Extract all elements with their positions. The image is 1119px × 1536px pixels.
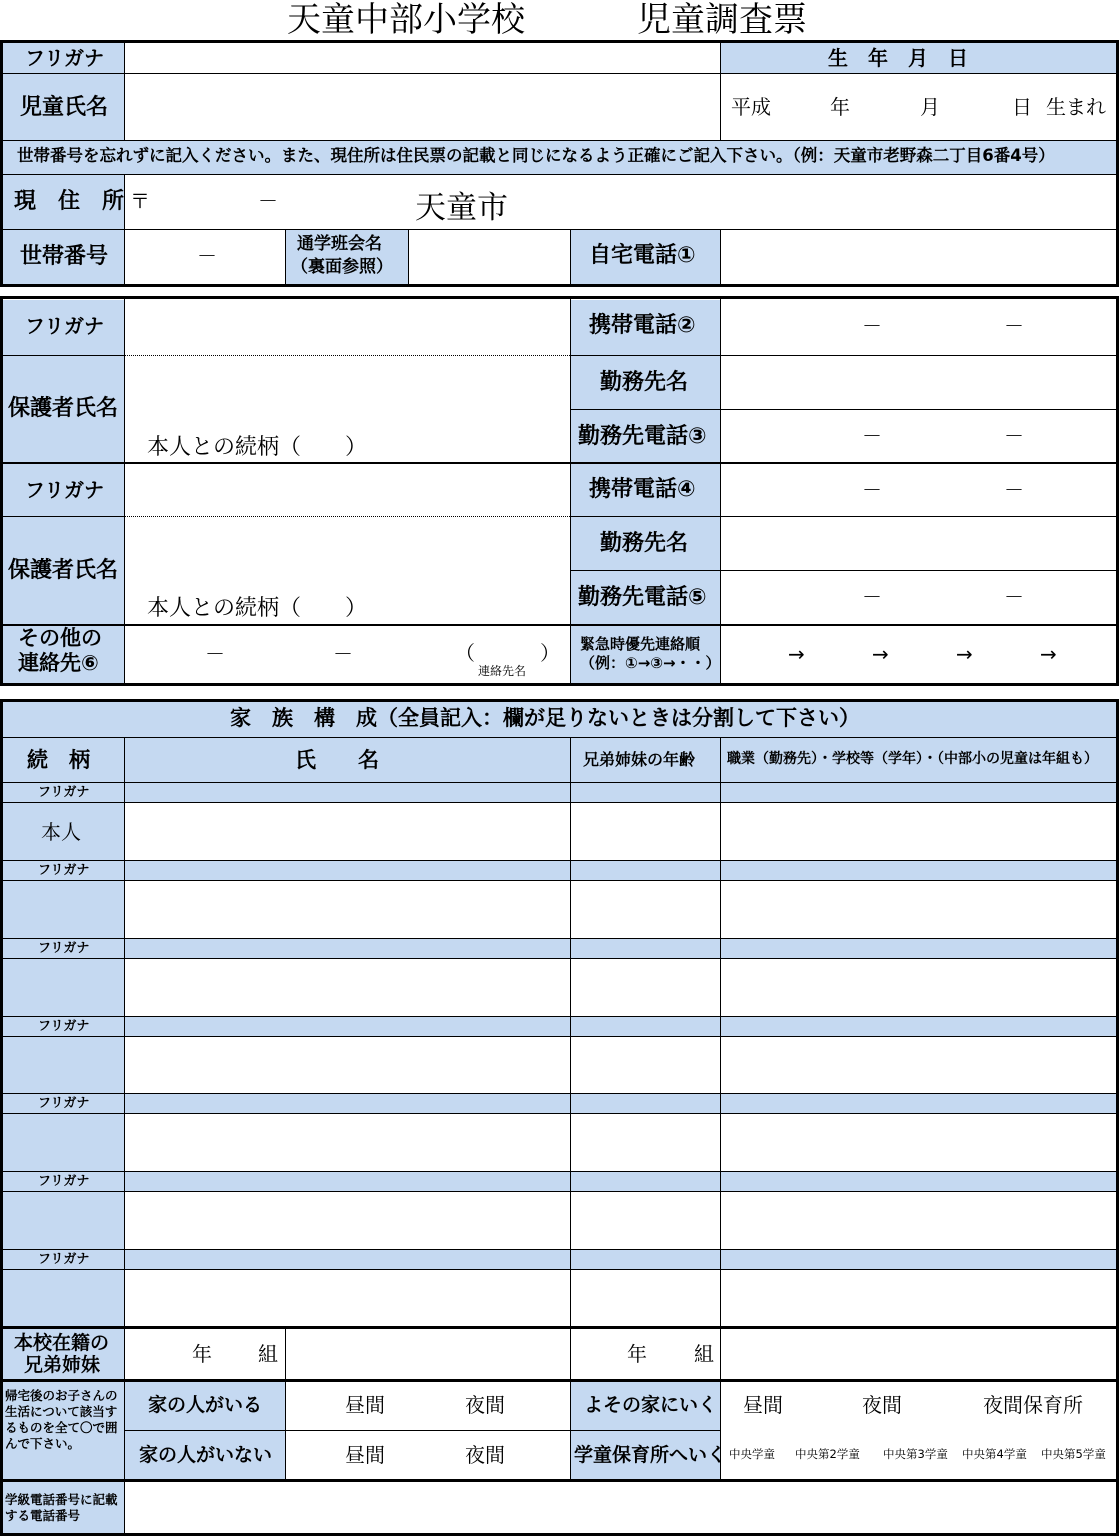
work-phone-3-label: 勤務先電話③ — [578, 424, 707, 449]
col-relation-header: 続 柄 — [27, 748, 90, 772]
child-furigana-label: フリガナ — [25, 46, 104, 70]
mobile-phone-2-field[interactable] — [721, 300, 1116, 355]
family-row-7-relation[interactable] — [3, 1270, 124, 1326]
gakudo-option-5[interactable]: 中央第5学童 — [1041, 1447, 1106, 1461]
birth-month-unit: 月 — [920, 95, 940, 119]
priority-arrow-2: → — [872, 642, 889, 666]
birth-era: 平成 — [731, 95, 771, 119]
family-row-6-relation[interactable] — [3, 1192, 124, 1249]
after-school-label: 帰宅後のお子さんの生活について該当するものを全て〇で囲んで下さい。 — [5, 1388, 118, 1451]
sibling2-class-unit: 組 — [694, 1342, 714, 1366]
nohome-night-option[interactable]: 夜間 — [465, 1443, 505, 1467]
sibling2-grade-field[interactable] — [571, 1330, 720, 1379]
other-house-daytime-option[interactable]: 昼間 — [743, 1393, 783, 1417]
class-phone-label: 学級電話番号に記載する電話番号 — [5, 1492, 118, 1523]
col-occupation-header: 職業（勤務先）・学校等（学年）・（中部小の児童は年組も） — [727, 751, 1098, 767]
other-house-label: よその家にいく — [584, 1394, 718, 1416]
address-label: 現 住 所 — [14, 189, 125, 214]
family-row-1-occupation[interactable] — [721, 803, 1116, 860]
birth-day-unit: 日 — [1012, 95, 1032, 119]
col-sibling-age-header: 兄弟姉妹の年齢 — [583, 750, 696, 769]
other-contact-label-2: 連絡先⑥ — [18, 651, 99, 675]
family-row-5-occupation[interactable] — [721, 1114, 1116, 1171]
postal-dash: － — [258, 189, 278, 213]
priority-arrow-3: → — [956, 642, 973, 666]
mobile2-dash-2: － — [1004, 314, 1024, 338]
work1-name-label: 勤務先名 — [600, 370, 689, 395]
work-phone-3-field[interactable] — [721, 410, 1116, 462]
guardian1-name-label: 保護者氏名 — [8, 396, 119, 421]
work-phone-5-label: 勤務先電話⑤ — [578, 585, 707, 610]
home-phone-field[interactable] — [721, 230, 1116, 284]
other-house-night-option[interactable]: 夜間 — [862, 1393, 902, 1417]
other-dash-1: － — [205, 642, 225, 666]
gakudo-option-2[interactable]: 中央第2学童 — [795, 1447, 860, 1461]
guardian2-furigana-field[interactable] — [125, 464, 570, 516]
guardian1-furigana-label: フリガナ — [25, 314, 104, 338]
work5-dash-1: － — [862, 585, 882, 609]
someone-home-label: 家の人がいる — [148, 1394, 263, 1416]
no-one-home-label: 家の人がいない — [139, 1444, 273, 1466]
family-section-header: 家 族 構 成（全員記入：欄が足りないときは分割して下さい） — [230, 706, 860, 730]
family-row-5-relation[interactable] — [3, 1114, 124, 1171]
class-phone-field[interactable] — [125, 1482, 1116, 1533]
address-field[interactable] — [125, 175, 1116, 229]
family-row-5-age[interactable] — [571, 1114, 720, 1171]
family-row-3-relation[interactable] — [3, 959, 124, 1016]
sibling1-year-unit: 年 — [192, 1342, 212, 1366]
child-name-label: 児童氏名 — [20, 95, 109, 120]
family-row-5-name[interactable] — [125, 1114, 570, 1171]
priority-arrow-1: → — [788, 642, 805, 666]
work1-name-field[interactable] — [721, 356, 1116, 409]
guardian2-relation: 本人との続柄（ ） — [147, 596, 368, 621]
other-dash-2: － — [333, 642, 353, 666]
family-row-2-relation[interactable] — [3, 881, 124, 938]
family-row-6-age[interactable] — [571, 1192, 720, 1249]
col-name-header: 氏 名 — [295, 748, 379, 772]
gakudo-option-1[interactable]: 中央学童 — [729, 1447, 775, 1461]
family-row-7-furigana: フリガナ — [38, 1252, 90, 1267]
mobile4-dash-2: － — [1004, 478, 1024, 502]
form-name: 児童調査票 — [637, 0, 807, 40]
family-row-1-self: 本人 — [41, 820, 81, 844]
work3-dash-1: － — [862, 424, 882, 448]
family-row-2-furigana: フリガナ — [38, 863, 90, 878]
contact-paren-open: （ — [455, 641, 475, 665]
born-label: 生まれ — [1046, 95, 1106, 119]
priority-label-1: 緊急時優先連絡順 — [580, 635, 701, 653]
home-night-option[interactable]: 夜間 — [465, 1393, 505, 1417]
family-row-5-furigana: フリガナ — [38, 1096, 90, 1111]
sibling2-name-field[interactable] — [721, 1330, 1116, 1379]
guardian1-relation: 本人との続柄（ ） — [147, 435, 368, 460]
family-row-1-furigana: フリガナ — [38, 785, 90, 800]
work2-name-field[interactable] — [721, 517, 1116, 570]
mobile-phone-2-label: 携帯電話② — [589, 313, 696, 338]
household-number-label: 世帯番号 — [20, 244, 109, 269]
family-row-1-name[interactable] — [125, 803, 570, 860]
family-row-6-furigana: フリガナ — [38, 1174, 90, 1189]
postal-mark: 〒 — [130, 189, 150, 213]
child-name-field[interactable] — [125, 74, 720, 140]
sibling1-grade-field[interactable] — [125, 1330, 285, 1379]
home-phone-label: 自宅電話① — [589, 243, 696, 268]
guardian2-name-label: 保護者氏名 — [8, 558, 119, 583]
contact-name-small-label: 連絡先名 — [478, 664, 527, 678]
school-group-label-2: （裏面参照） — [291, 257, 393, 277]
sibling-at-school-label-1: 本校在籍の — [14, 1332, 110, 1354]
guardian1-furigana-field[interactable] — [125, 300, 570, 355]
family-row-4-relation[interactable] — [3, 1037, 124, 1093]
guardian1-name-field[interactable] — [125, 356, 570, 434]
family-row-3-name[interactable] — [125, 959, 570, 1016]
family-row-4-name[interactable] — [125, 1037, 570, 1093]
city-name: 天童市 — [415, 190, 508, 226]
school-name: 天童中部小学校 — [287, 0, 525, 40]
family-row-2-occupation[interactable] — [721, 881, 1116, 938]
priority-arrow-4: → — [1040, 642, 1057, 666]
family-row-2-age[interactable] — [571, 881, 720, 938]
guardian2-name-field[interactable] — [125, 517, 570, 595]
other-contact-label-1: その他の — [18, 626, 102, 650]
family-row-7-age[interactable] — [571, 1270, 720, 1326]
work2-name-label: 勤務先名 — [600, 531, 689, 556]
priority-label-2: （例：①→③→・・） — [580, 654, 721, 672]
night-nursery-option[interactable]: 夜間保育所 — [983, 1393, 1083, 1417]
household-dash: － — [197, 244, 217, 268]
nohome-daytime-option[interactable]: 昼間 — [345, 1443, 385, 1467]
work3-dash-2: － — [1004, 424, 1024, 448]
mobile2-dash-1: － — [862, 314, 882, 338]
work-phone-5-field[interactable] — [721, 571, 1116, 624]
contact-paren-close: ） — [540, 641, 560, 665]
sibling1-class-unit: 組 — [258, 1342, 278, 1366]
family-row-3-furigana: フリガナ — [38, 941, 90, 956]
family-row-2-name[interactable] — [125, 881, 570, 938]
family-row-3-age[interactable] — [571, 959, 720, 1016]
mobile-phone-4-field[interactable] — [721, 464, 1116, 516]
gakudo-option-3[interactable]: 中央第3学童 — [883, 1447, 948, 1461]
school-group-field[interactable] — [409, 230, 570, 284]
family-row-4-occupation[interactable] — [721, 1037, 1116, 1093]
family-row-4-furigana: フリガナ — [38, 1019, 90, 1034]
home-daytime-option[interactable]: 昼間 — [345, 1393, 385, 1417]
mobile-phone-4-label: 携帯電話④ — [589, 477, 696, 502]
guardian2-furigana-label: フリガナ — [25, 478, 104, 502]
birth-year-unit: 年 — [830, 95, 850, 119]
gakudo-label: 学童保育所へいく — [574, 1444, 727, 1466]
family-row-1-age[interactable] — [571, 803, 720, 860]
school-group-label-1: 通学班会名 — [297, 234, 382, 254]
household-number-field[interactable] — [125, 230, 285, 284]
sibling1-name-field[interactable] — [286, 1330, 570, 1379]
sibling-at-school-label-2: 兄弟姉妹 — [24, 1354, 101, 1376]
birthdate-header: 生 年 月 日 — [828, 46, 968, 70]
family-row-6-name[interactable] — [125, 1192, 570, 1249]
gakudo-option-4[interactable]: 中央第4学童 — [962, 1447, 1027, 1461]
family-row-7-occupation[interactable] — [721, 1270, 1116, 1326]
work5-dash-2: － — [1004, 585, 1024, 609]
address-notice: 世帯番号を忘れずに記入ください。また、現住所は住民票の記載と同じになるよう正確にご記入下さい。（例：天童市老野森二丁目6番4号） — [17, 146, 1055, 165]
family-row-4-age[interactable] — [571, 1037, 720, 1093]
mobile4-dash-1: － — [862, 478, 882, 502]
sibling2-year-unit: 年 — [627, 1342, 647, 1366]
family-row-7-name[interactable] — [125, 1270, 570, 1326]
family-row-3-occupation[interactable] — [721, 959, 1116, 1016]
family-row-6-occupation[interactable] — [721, 1192, 1116, 1249]
child-furigana-field[interactable] — [125, 43, 720, 73]
